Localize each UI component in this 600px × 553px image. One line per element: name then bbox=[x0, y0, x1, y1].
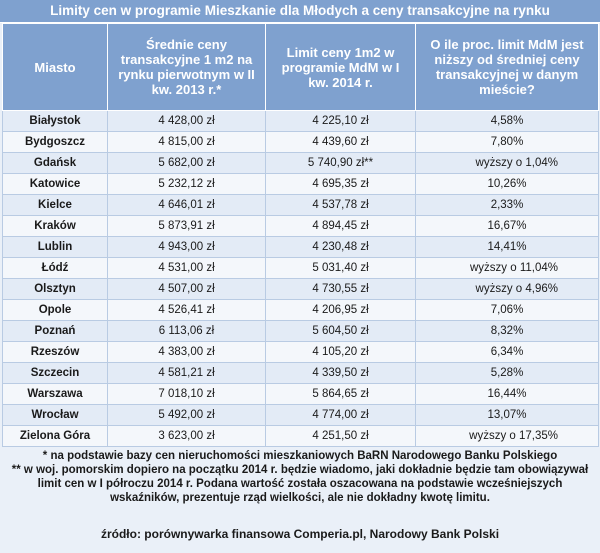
cell-avg-price: 3 623,00 zł bbox=[108, 426, 266, 447]
header-mdm-limit: Limit ceny 1m2 w programie MdM w I kw. 2014 r. bbox=[266, 24, 416, 111]
cell-avg-price: 4 581,21 zł bbox=[108, 363, 266, 384]
cell-mdm-limit: 4 439,60 zł bbox=[266, 132, 416, 153]
cell-avg-price: 4 526,41 zł bbox=[108, 300, 266, 321]
cell-mdm-limit: 4 339,50 zł bbox=[266, 363, 416, 384]
cell-diff: wyższy o 11,04% bbox=[416, 258, 599, 279]
table-row bbox=[3, 321, 599, 342]
cell-avg-price: 6 113,06 zł bbox=[108, 321, 266, 342]
price-table bbox=[2, 23, 599, 447]
cell-city: Bydgoszcz bbox=[3, 132, 108, 153]
cell-diff: 8,32% bbox=[416, 321, 599, 342]
table-row bbox=[3, 153, 599, 174]
footnote-2: ** w woj. pomorskim dopiero na początku 2014 r. będzie wiadomo, jaki dokładnie będzie tam obowiązywał limit cen w I półroczu 2014 r. Podana wartość została oszacowana na podstawie wcześniejszych wskaźników, prezentuje rząd wielkości, ale nie dokładny kwotę limitu. bbox=[11, 464, 589, 504]
cell-diff: 7,06% bbox=[416, 300, 599, 321]
cell-city: Gdańsk bbox=[3, 153, 108, 174]
header-row bbox=[3, 24, 599, 111]
cell-diff: 7,80% bbox=[416, 132, 599, 153]
cell-avg-price: 5 682,00 zł bbox=[108, 153, 266, 174]
footnote-1: * na podstawie bazy cen nieruchomości mieszkaniowych BaRN Narodowego Banku Polskiego bbox=[42, 450, 558, 462]
header-diff: O ile proc. limit MdM jest niższy od średniej ceny transakcyjnej w danym mieście? bbox=[416, 24, 599, 111]
cell-city: Olsztyn bbox=[3, 279, 108, 300]
cell-diff: 14,41% bbox=[416, 237, 599, 258]
cell-city: Opole bbox=[3, 300, 108, 321]
table-row bbox=[3, 384, 599, 405]
table-row bbox=[3, 363, 599, 384]
cell-avg-price: 7 018,10 zł bbox=[108, 384, 266, 405]
cell-diff: wyższy o 4,96% bbox=[416, 279, 599, 300]
cell-avg-price: 4 646,01 zł bbox=[108, 195, 266, 216]
table-row bbox=[3, 300, 599, 321]
cell-mdm-limit: 5 864,65 zł bbox=[266, 384, 416, 405]
cell-mdm-limit: 4 537,78 zł bbox=[266, 195, 416, 216]
cell-mdm-limit: 5 031,40 zł bbox=[266, 258, 416, 279]
cell-mdm-limit: 4 230,48 zł bbox=[266, 237, 416, 258]
footnotes bbox=[0, 447, 600, 505]
cell-city: Wrocław bbox=[3, 405, 108, 426]
cell-mdm-limit: 5 740,90 zł** bbox=[266, 153, 416, 174]
cell-diff: 5,28% bbox=[416, 363, 599, 384]
cell-diff: wyższy o 17,35% bbox=[416, 426, 599, 447]
cell-avg-price: 5 873,91 zł bbox=[108, 216, 266, 237]
cell-avg-price: 4 383,00 zł bbox=[108, 342, 266, 363]
table-title: Limity cen w programie Mieszkanie dla Młodych a ceny transakcyjne na rynku bbox=[0, 0, 600, 23]
table-row bbox=[3, 111, 599, 132]
table-row bbox=[3, 216, 599, 237]
cell-avg-price: 4 428,00 zł bbox=[108, 111, 266, 132]
cell-mdm-limit: 5 604,50 zł bbox=[266, 321, 416, 342]
cell-city: Łódź bbox=[3, 258, 108, 279]
cell-diff: 6,34% bbox=[416, 342, 599, 363]
cell-city: Kielce bbox=[3, 195, 108, 216]
table-row bbox=[3, 342, 599, 363]
cell-mdm-limit: 4 206,95 zł bbox=[266, 300, 416, 321]
source-note: źródło: porównywarka finansowa Comperia.pl, Narodowy Bank Polski bbox=[100, 527, 500, 541]
cell-mdm-limit: 4 251,50 zł bbox=[266, 426, 416, 447]
cell-city: Lublin bbox=[3, 237, 108, 258]
cell-mdm-limit: 4 774,00 zł bbox=[266, 405, 416, 426]
cell-city: Rzeszów bbox=[3, 342, 108, 363]
table-row bbox=[3, 405, 599, 426]
cell-city: Szczecin bbox=[3, 363, 108, 384]
cell-avg-price: 4 815,00 zł bbox=[108, 132, 266, 153]
cell-avg-price: 4 507,00 zł bbox=[108, 279, 266, 300]
cell-city: Warszawa bbox=[3, 384, 108, 405]
cell-mdm-limit: 4 225,10 zł bbox=[266, 111, 416, 132]
table-row bbox=[3, 195, 599, 216]
cell-avg-price: 4 531,00 zł bbox=[108, 258, 266, 279]
table-row bbox=[3, 132, 599, 153]
table-body bbox=[3, 111, 599, 447]
cell-avg-price: 5 232,12 zł bbox=[108, 174, 266, 195]
cell-avg-price: 4 943,00 zł bbox=[108, 237, 266, 258]
header-city: Miasto bbox=[3, 24, 108, 111]
header-avg-price: Średnie ceny transakcyjne 1 m2 na rynku pierwotnym w II kw. 2013 r.* bbox=[108, 24, 266, 111]
cell-diff: wyższy o 1,04% bbox=[416, 153, 599, 174]
cell-diff: 16,67% bbox=[416, 216, 599, 237]
cell-city: Białystok bbox=[3, 111, 108, 132]
table-row bbox=[3, 279, 599, 300]
cell-mdm-limit: 4 730,55 zł bbox=[266, 279, 416, 300]
table-row bbox=[3, 174, 599, 195]
cell-city: Katowice bbox=[3, 174, 108, 195]
cell-mdm-limit: 4 894,45 zł bbox=[266, 216, 416, 237]
table-row bbox=[3, 426, 599, 447]
cell-mdm-limit: 4 105,20 zł bbox=[266, 342, 416, 363]
cell-diff: 10,26% bbox=[416, 174, 599, 195]
cell-avg-price: 5 492,00 zł bbox=[108, 405, 266, 426]
cell-city: Zielona Góra bbox=[3, 426, 108, 447]
cell-diff: 16,44% bbox=[416, 384, 599, 405]
cell-mdm-limit: 4 695,35 zł bbox=[266, 174, 416, 195]
cell-city: Kraków bbox=[3, 216, 108, 237]
cell-diff: 13,07% bbox=[416, 405, 599, 426]
table-row bbox=[3, 237, 599, 258]
cell-city: Poznań bbox=[3, 321, 108, 342]
cell-diff: 4,58% bbox=[416, 111, 599, 132]
table-row bbox=[3, 258, 599, 279]
cell-diff: 2,33% bbox=[416, 195, 599, 216]
